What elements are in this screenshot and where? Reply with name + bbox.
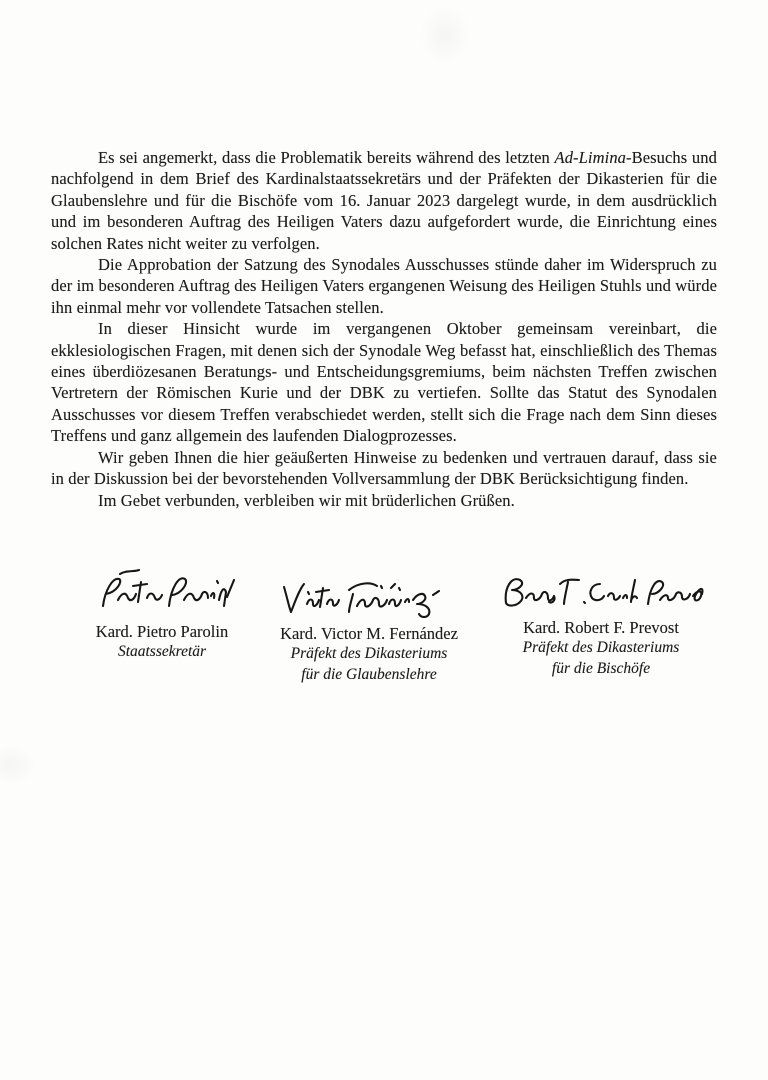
signatory-fernandez — [260, 563, 478, 685]
signatory-prevost — [486, 563, 716, 679]
signatory-title: für die Bischöfe — [551, 659, 651, 677]
paragraph-4: Wir geben Ihnen die hier geäußerten Hinweise zu bedenken und vertrauen darauf, dass sie in der Diskussion bei der bevorstehenden Vollversammlung der DBK Berücksichtigung finden. — [51, 447, 717, 489]
signatory-name: Kard. Pietro Parolin — [95, 622, 229, 641]
paragraph-closing: Im Gebet verbunden, verbleiben wir mit brüderlichen Grüßen. — [98, 490, 515, 510]
signature-block — [0, 563, 768, 713]
scan-smudge — [0, 745, 36, 785]
paragraph-1-text-continued: -Besuchs und nachfolgend in dem Brief des Kardinalstaatssekretärs und der Präfekten der Dikasterien für die Glaubenslehre und für die Bischöfe vom 16. Januar 2023 dargelegt wurde, in dem ausdrücklich und im besonderen Auftrag des Heiligen Vaters dazu aufgefordert wurde, die Einrichtung eines solchen Rates nicht weiter zu verfolgen. — [51, 148, 717, 253]
signatory-name: Kard. Robert F. Prevost — [523, 618, 679, 637]
signatory-title: Präfekt des Dikasteriums — [290, 645, 448, 662]
signatory-title: Präfekt des Dikasteriums — [522, 639, 680, 656]
paragraph-1 — [51, 147, 717, 254]
signatory-name: Kard. Victor M. Fernández — [280, 624, 458, 643]
signatory-parolin — [64, 563, 260, 663]
paragraph-1-italic-term: Ad-Limina — [554, 148, 627, 167]
prevost-signature-handwriting-icon — [496, 569, 706, 613]
paragraph-2: Die Approbation der Satzung des Synodales Ausschusses stünde daher im Widerspruch zu der im besonderen Auftrag des Heiligen Vaters ergangenen Weisung des Heiligen Stuhls und würde ihn einmal mehr vor vollendete Tatsachen stellen. — [51, 255, 717, 317]
parolin-signature-handwriting-icon — [87, 565, 237, 617]
letter-body — [51, 147, 717, 511]
fernandez-signature-handwriting-icon — [277, 575, 462, 619]
signatory-title: Staatssekretär — [117, 643, 207, 660]
paragraph-1-text: Es sei angemerkt, dass die Problematik bereits während des letzten — [98, 148, 555, 167]
scan-smudge — [420, 5, 470, 65]
signatory-title: für die Glaubenslehre — [301, 665, 437, 683]
paragraph-3: In dieser Hinsicht wurde im vergangenen Oktober gemeinsam vereinbart, die ekklesiologischen Fragen, mit denen sich der Synodale Weg befasst hat, einschließlich des Themas eines überdiözesanen Beratungs- und Entscheidungsgremiums, beim nächsten Treffen zwischen Vertretern der Römischen Kurie und der DBK zu vertiefen. Sollte das Statut des Synodalen Ausschusses vor diesem Treffen verabschiedet werden, stellt sich die Frage nach dem Sinn dieses Treffens und ganz allgemein des laufenden Dialogprozesses. — [51, 319, 717, 446]
